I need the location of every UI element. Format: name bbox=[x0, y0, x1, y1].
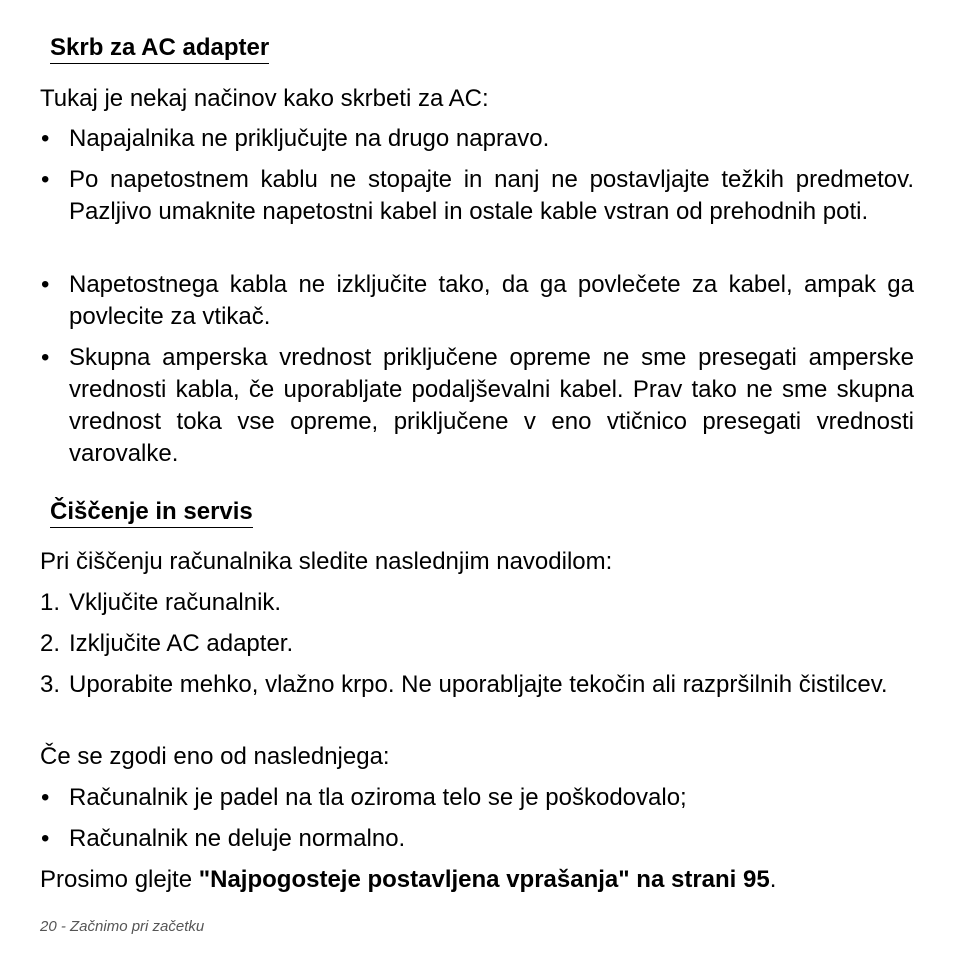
list-item bbox=[40, 342, 914, 470]
reference-suffix: . bbox=[769, 866, 777, 893]
bullet-marker: • bbox=[41, 271, 50, 298]
numbered-item bbox=[40, 587, 914, 619]
bullet-marker: • bbox=[41, 784, 50, 811]
faq-reference-link[interactable]: "Najpogosteje postavljena vprašanja" na strani 95 bbox=[198, 866, 770, 893]
bullet-marker: • bbox=[41, 344, 50, 371]
page-footer: 20 - Začnimo pri začetku bbox=[40, 918, 205, 935]
list-item-text: Napetostnega kabla ne izključite tako, da ga povlečete za kabel, ampak ga povlecite za vtikač. bbox=[69, 271, 914, 330]
section-heading-cleaning: Čiščenje in servis bbox=[50, 498, 253, 528]
section-intro-cleaning: Pri čiščenju računalnika sledite naslednjim navodilom: bbox=[40, 548, 613, 575]
list-item-text: Napajalnika ne priključujte na drugo napravo. bbox=[69, 125, 550, 152]
reference-paragraph bbox=[40, 864, 914, 896]
section-intro-ac-adapter: Tukaj je nekaj načinov kako skrbeti za AC: bbox=[40, 85, 489, 112]
list-item bbox=[40, 269, 914, 333]
section-heading-ac-adapter: Skrb za AC adapter bbox=[50, 34, 269, 64]
step-number: 3. bbox=[40, 671, 61, 698]
bullet-marker: • bbox=[41, 166, 50, 193]
step-text: Vključite računalnik. bbox=[69, 589, 282, 616]
list-item bbox=[40, 823, 914, 855]
list-item-text: Skupna amperska vrednost priključene opreme ne sme presegati amperske vrednosti kabla, če uporabljate podaljševalni kabel. Prav tako ne sme skupna vrednost toka vse opreme, priključene v eno vtičnico presegati vrednosti varovalke. bbox=[69, 344, 914, 467]
numbered-item bbox=[40, 628, 914, 660]
step-text: Uporabite mehko, vlažno krpo. Ne uporabljajte tekočin ali razpršilnih čistilcev. bbox=[69, 671, 888, 698]
list-item-text: Računalnik ne deluje normalno. bbox=[69, 825, 406, 852]
numbered-item bbox=[40, 669, 914, 701]
step-number: 2. bbox=[40, 630, 61, 657]
list-item bbox=[40, 123, 914, 155]
list-item bbox=[40, 782, 914, 814]
reference-prefix: Prosimo glejte bbox=[40, 866, 199, 893]
list-item bbox=[40, 164, 914, 228]
bullet-marker: • bbox=[41, 825, 50, 852]
condition-text: Če se zgodi eno od naslednjega: bbox=[40, 743, 390, 770]
step-number: 1. bbox=[40, 589, 61, 616]
list-item-text: Po napetostnem kablu ne stopajte in nanj ne postavljajte težkih predmetov. Pazljivo umaknite napetostni kabel in ostale kable vstran od prehodnih poti. bbox=[69, 166, 914, 225]
bullet-marker: • bbox=[41, 125, 50, 152]
list-item-text: Računalnik je padel na tla oziroma telo se je poškodovalo; bbox=[69, 784, 687, 811]
step-text: Izključite AC adapter. bbox=[69, 630, 294, 657]
